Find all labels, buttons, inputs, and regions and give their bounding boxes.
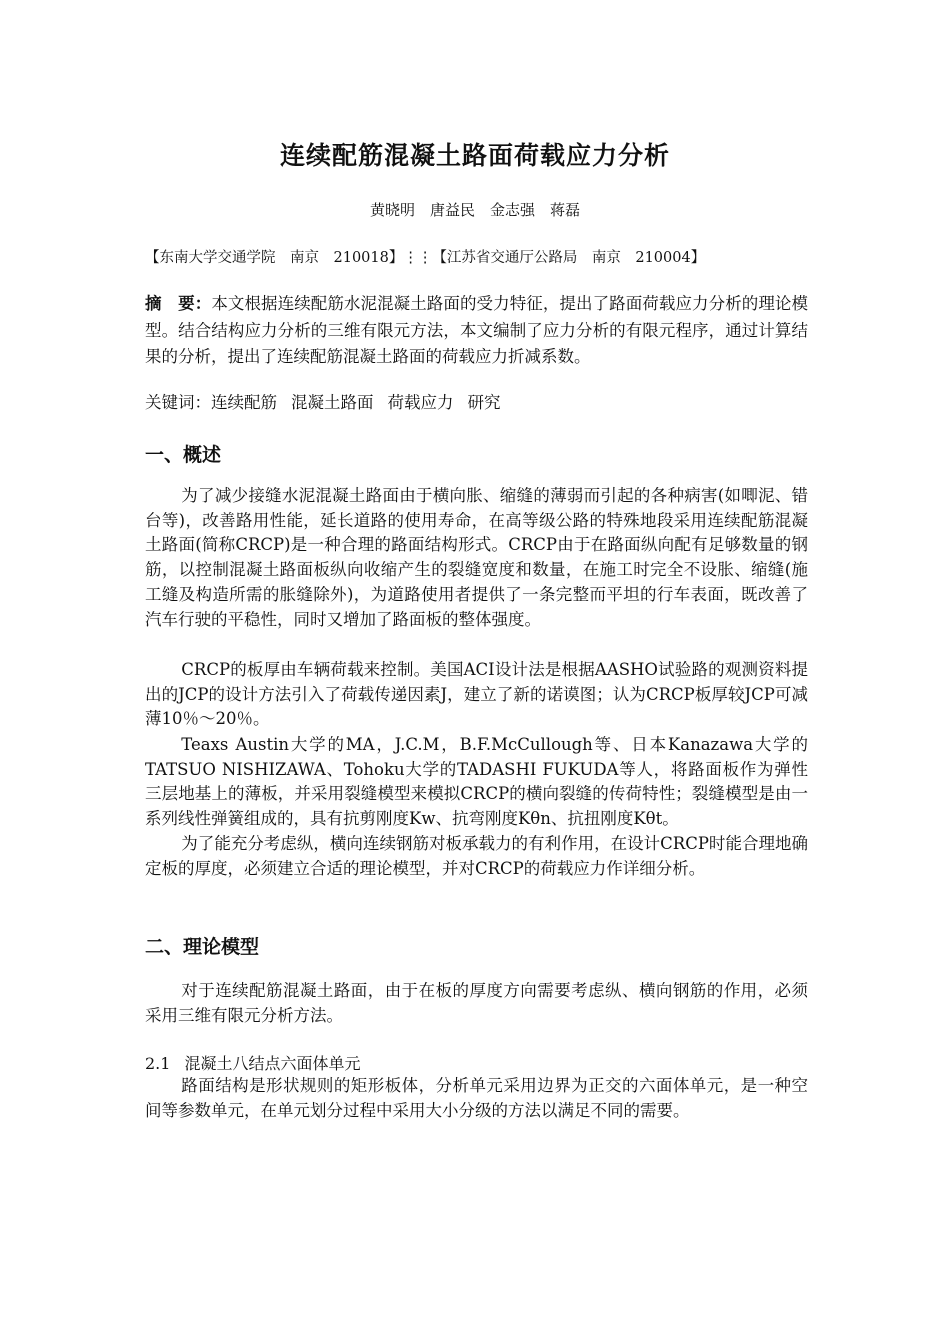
subsection-title: 混凝土八结点六面体单元: [184, 1054, 361, 1073]
keyword: 连续配筋: [211, 393, 277, 412]
keyword: 研究: [467, 393, 501, 412]
body-paragraph: 路面结构是形状规则的矩形板体，分析单元采用边界为正交的六面体单元，是一种空间等参数单元，在单元划分过程中采用大小分级的方法以满足不同的需要。: [145, 1076, 808, 1120]
affiliation: 【东南大学交通学院 南京 210018】⋮⋮【江苏省交通厅公路局 南京 210004】: [145, 250, 706, 266]
author-list: 黄晓明 唐益民 金志强 蒋磊: [369, 201, 580, 219]
body-paragraph: 对于连续配筋混凝土路面，由于在板的厚度方向需要考虑纵、横向钢筋的作用，必须采用三维有限元分析方法。: [145, 981, 808, 1025]
section-heading: 二、理论模型: [145, 936, 260, 958]
paper-title: 连续配筋混凝土路面荷载应力分析: [279, 141, 670, 170]
keyword: 荷载应力: [387, 393, 454, 412]
abstract-label: 摘 要：: [145, 294, 212, 313]
abstract: [145, 291, 808, 371]
body-paragraph: Teaxs Austin大学的MA，J.C.M，B.F.McCullough等、日本Kanazawa大学的TATSUO NISHIZAWA、Tohoku大学的TADASHI FUKUDA等人，将路面板作为弹性三层地基上的薄板，并采用裂缝模型来模拟CRCP的横向裂缝的传荷特性；裂缝模型是由一系列线性弹簧组成的，具有抗剪刚度Kw、抗弯刚度Kθn、抗扭刚度Kθt。: [145, 735, 808, 829]
body-paragraph: CRCP的板厚由车辆荷载来控制。美国ACI设计法是根据AASHO试验路的观测资料提出的JCP的设计方法引入了荷载传递因素J，建立了新的诺谟图；认为CRCP板厚较JCP可减薄10％～20％。: [145, 660, 808, 729]
section-heading: 一、概述: [145, 444, 222, 466]
keyword: 混凝土路面: [291, 393, 374, 412]
body-paragraph: 为了能充分考虑纵，横向连续钢筋对板承载力的有利作用，在设计CRCP时能合理地确定板的厚度，必须建立合适的理论模型，并对CRCP的荷载应力作详细分析。: [145, 834, 808, 878]
body-paragraph: 为了减少接缝水泥混凝土路面由于横向胀、缩缝的薄弱而引起的各种病害(如唧泥、错台等)，改善路用性能，延长道路的使用寿命，在高等级公路的特殊地段采用连续配筋混凝土路面(简称CRCP)是一种合理的路面结构形式。CRCP由于在路面纵向配有足够数量的钢筋，以控制混凝土路面板纵向收缩产生的裂缝宽度和数量，在施工时完全不设胀、缩缝(施工缝及构造所需的胀缝除外)，为道路使用者提供了一条完整而平坦的行车表面，既改善了汽车行驶的平稳性，同时又增加了路面板的整体强度。: [145, 486, 808, 629]
subsection-heading: [145, 1051, 360, 1074]
keywords: [145, 390, 808, 416]
keywords-label: 关键词：: [145, 393, 211, 412]
subsection-number: 2.1: [145, 1054, 171, 1073]
abstract-text: 本文根据连续配筋水泥混凝土路面的受力特征，提出了路面荷载应力分析的理论模型。结合结构应力分析的三维有限元方法，本文编制了应力分析的有限元程序，通过计算结果的分析，提出了连续配筋混凝土路面的荷载应力折减系数。: [145, 294, 809, 366]
